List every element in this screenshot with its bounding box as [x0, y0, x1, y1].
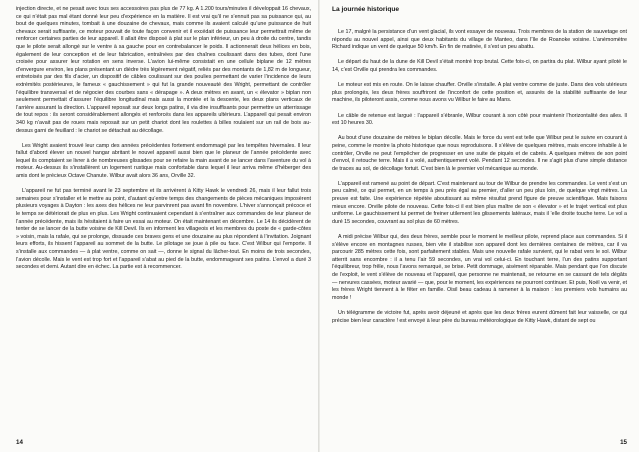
right-paragraph-5: Au bout d’une douzaine de mètres le biplan décolle. Mais le force du vent est telle que Wilbur peut le suivre en courant à peine, comme le montre la photo historique que nous reproduisons. Il s’élève de quelques mètres, mais encore inhabile à le contrôler, Orville ne peut l’empêcher de progresser en une suite de piqués et de cabrés. A quelques mètres de son point d’envol, il retouche terre. Mais il a volé, authentiquement volé. Pendant 12 secondes. Il ne s’agit plus d’une simple distance de traces au sol, de décollage fortuit. C’est bien là le premier vol mécanique au monde.	[332, 135, 627, 172]
section-heading: La journée historique	[332, 6, 400, 13]
right-page-number: 15	[620, 439, 627, 446]
left-paragraph-2: Les Wright avaient trouvé leur camp des années précédentes fortement endommagé par les tempêtes hivernales. Il leur fallut d’abord élever un nouvel hangar abritant le nouvel appareil aussi bien que le planeur de l’année précédente avec lequel ils comptaient se livrer à de nombreuses glissades pour se refaire la main avant de se lancer dans l’aventure du vol à moteur. Au-dessus ils s’installèrent un logement rustique mais confortable dans lequel il leur arriva même d’héberger des amis dont le précieux Octave Chanute. Wilbur avait alors 36 ans, Orville 32.	[16, 142, 311, 180]
left-page	[0, 0, 319, 452]
right-page	[320, 0, 639, 452]
left-paragraph-1: injection directe, et ne pesait avec tous ses accessoires pas plus de 77 kg. A 1.200 tours/minutes il développait 16 chevaux, ce qui n’était pas mal étant donné leur peu d’expérience en la matière. Il est vrai qu’il ne s’ennuit pas sa puissance qui, au bout de quelques minutes, tombait à une douzaine de chevaux, mais comme ils avaient calculé qu’une puissance de huit chevaux serait suffisante, ce moteur pouvait de toute façon convenir et il excédait de puissance leur permettrait même de renforcer certaines parties de leur appareil. Il allait être disposé à plat sur le plan inférieur, un peu à droite du centre, tandis que le pilote serait allongé sur le ventre à sa gauche pour en contrebalancer le poids. Il actionnerait deux hélices en bois, également de leur conception et de leur fabrication, entraînées par des chaînes coulissant dans des tubes, dont l’une croisée pour assurer leur rotation en sens inverse. L’avion lui-même consistait en une cellule biplane de 12 mètres d’envergure environ, les plans présentant un dièdre très légèrement négatif, reliés par des montants de 1,82 m de longueur, entretoisés par des fils d’acier, un dispositif de câbles coulissant sur des poulies permettant de varier l’incidence de leurs extrémités postérieures, le fameux « gauchissement » qui fut la grande nouveauté des Wright, permettant de contrôler l’équilibre transversal et de négocier des courbes sans « dérapage ». A deux mètres en avant, un « élevator » biplan non seulement permettait d’assurer l’équilibre longitudinal mais aussi la montée et la descente, les deux plans verticaux de l’arrière assurant la direction. L’appareil reposait sur deux longs patins, il via dire insuffisants pour permettre un atterrissage de tout repos : ils seront considérablement allongés et renforcés dans les appareils ultérieurs. L’appareil qui pesait environ 340 kg n’avait pas de roues mais reposait sur un petit chariot dont les roulettes à billes roulaient sur un rail de bois au-dessus garni de feuillard : le chariot se détachait au décollage.	[16, 6, 311, 134]
right-paragraph-2: Le départ du haut de la dune de Kill Devil s’était montré trop brutal. Cette fois-ci, on partira du plat. Wilbur ayant piloté le 14, c’est Orville qui prendra les commandes.	[332, 59, 627, 73]
right-paragraph-7: A midi précise Wilbur qui, des deux frères, semble pour le moment le meilleur pilote, reprend place aux commandes. Si il s’élève encore en montagnes russes, bien vite il stabilise son appareil dont les dernières centaines de mètres, car il va parcourir 285 mètres cette fois, sont parfaitement stables. Mais une nouvelle rafale survient, qui le rabat vers le sol. Wilbur atterrit sans encombre : il a tenu l’air 59 secondes, un vrai vol celui-ci. En touchant terre, l’un des patins supportant l’équilibreur, trop frêle, nous l’avons remarqué, se brise. Petit dommage, aisément réparable. Mais pendant que l’on discute de l’exploit, le vent s’élève de nouveau et l’appareil, que personne ne maintenait, se retourne en se cassant de tels dégâts — nervures cassées, moteur avarié — que, pour le moment, les expériences ne pourront continuer. Et puis, Noël va venir, et les frères Wright tiennent à le fêter en famille. Oisil beau cadeau à ramener à la maison : les premiers vols humains au monde !	[332, 234, 627, 301]
left-paragraph-3: L’appareil ne fut pas terminé avant le 23 septembre et ils arrivèrent à Kitty Hawk le vendredi 26, mais il leur fallut trois semaines pour s’installer et le mettre au point, d’autant qu’entre temps des changements de pièces mécaniques imposèrent plusieurs voyages à Dayton : les axes des hélices ne leur parvinrent pas avant fin novembre. L’hiver s’annonçait précoce et le temps se détériorait de plus en plus. Les Wright continuaient cependant à s’entraîner aux commandes de leur planeur de l’année précédente, mais ils hésitaient à faire un essai au moteur. On était maintenant en décembre. Le 14 ils décidèrent de tenter de se lancer de la butte voisine de Kill Devil. Ils en informent les villageois et les membres du poste de « garde-côtes » voisin, mais la rafale, qui se prolonge, dissuade ces braves gens et une douzaine au plus répondent à l’invitation. Joignant leurs efforts, ils hissent l’appareil au sommet de la butte. Le pilotage se joue à pile ou face. C’est Wilbur qui l’emporte. Il s’installe aux commandes — à plat ventre, comme on sait —, donne le signal du lâcher-tout. En moins de trois secondes, l’avion décolle. Mais le vent est trop fort et l’appareil s’abat au pied de la butte, endommageant ses patins. L’envol a duré 3 secondes et demi. Autant dire en échec. La partie est à recommencer.	[16, 188, 311, 271]
right-paragraph-4: Le câble de retenue est largué : l’appareil s’ébranle, Wilbur courant à son côté pour maintenir l’horizontalité des ailes. Il est 10 heures 30.	[332, 112, 627, 127]
right-paragraph-6: L’appareil est ramené au point de départ. C’est maintenant au tour de Wilbur de prendre les commandes. Le vent s’est un peu calmé, ce qui permet, en un temps à peu près égal au premier, d’aller un peu plus loin, de quelque vingt mètres. La preuve est faite. Une expérience répétée aboutissant au même résultat prend figure de preuve scientifique. Mais faisons mieux encore. Orville pilote de nouveau. Cette fois-ci il est bien plus maître de son « élevator » et le trajet vertical est plus uniforme. Le gauchissement lui permet de freiner utilement les glissements latéraux, mais il ‘elle droite touche terre. Le vol a duré 15 secondes, couvrant au sol plus de 60 mètres.	[332, 180, 627, 225]
right-paragraph-1: Le 17, malgré la persistance d’un vent glacial, ils vont essayer de nouveau. Trois membres de la station de sauvetage ont répondu au nouvel appel, ainsi que deux habitants du village de Manteo, dans l’île de Roanoke voisine. L’anémomètre Richard indique un vent de quelque 50 km/h. En fin de matinée, il s’est un peu abattu.	[332, 29, 627, 51]
left-page-number: 14	[16, 439, 23, 446]
right-paragraph-3: Le moteur est mis en route. On le laisse chauffer. Orville s’installe. A plat ventre comme de juste. Dans des vols utérieurs plus prolongés, les deux frères souffriront de l’inconfort de cette position et, assurés de la stabilité suffisante de leur machine, ils piloteront assis, comme nous avons vu Wilbur le faire au Mans.	[332, 82, 627, 104]
right-paragraph-8: Un télégramme de victoire fut, après avoir déjeuné et après que les deux frères eurent dûment fait leur vaisselle, ce qui précise bien leur caractère ! est envoyé à leur père du bureau météorologique de Kitty Hawk, distant de sept ou	[332, 309, 627, 324]
